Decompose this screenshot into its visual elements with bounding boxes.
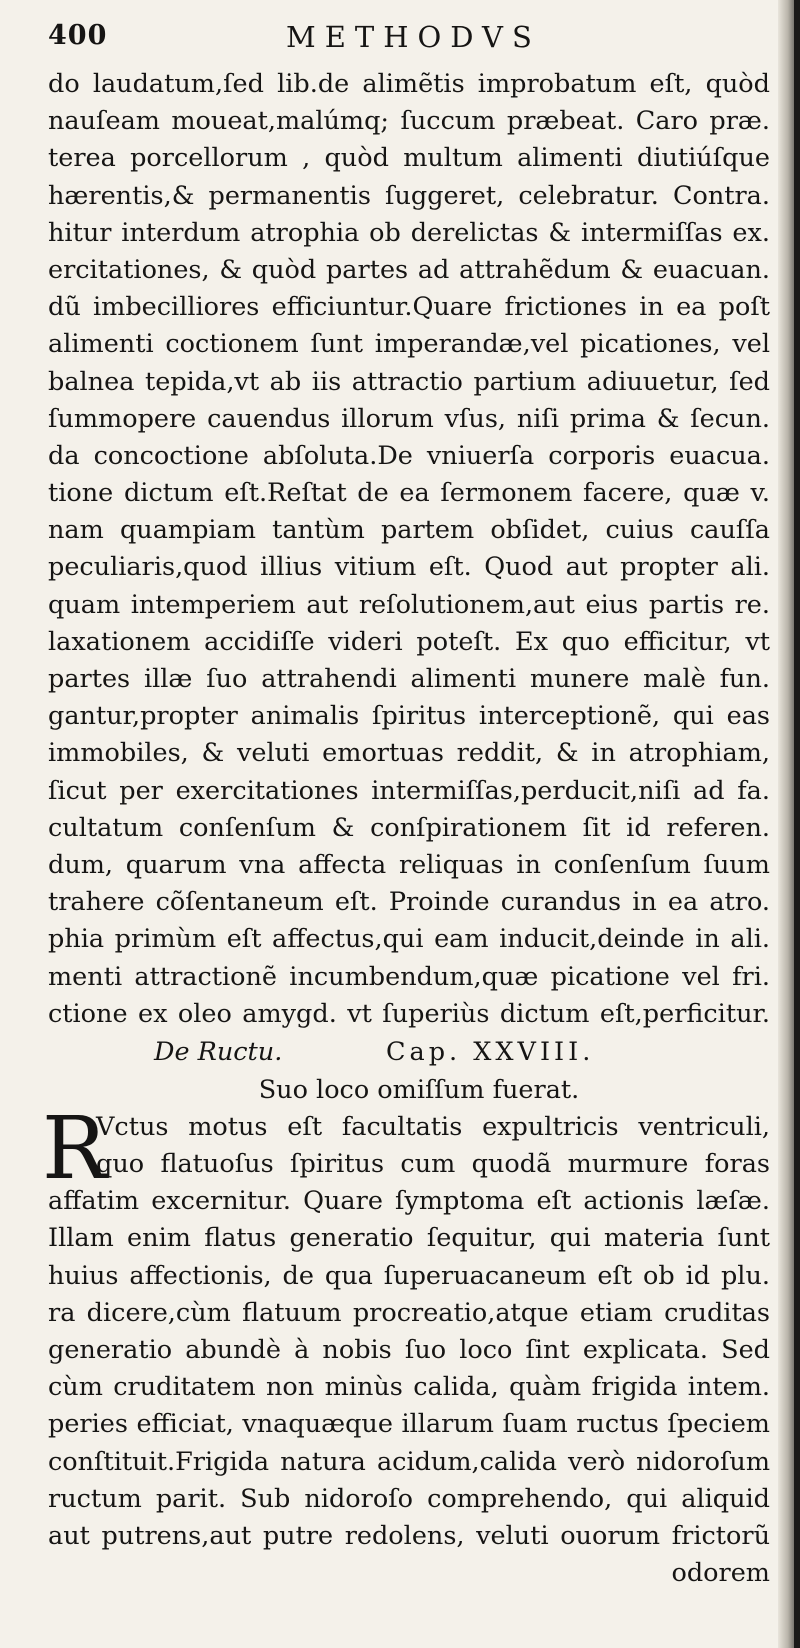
page-edge xyxy=(794,0,800,1648)
text-line: ſicut per exercitationes intermiſſas,perducit,niſi ad fa. xyxy=(48,775,770,806)
chapter-text xyxy=(48,1183,770,1555)
text-line: immobiles, & veluti emortuas reddit, & in atrophiam, xyxy=(48,738,770,769)
text-line: alimenti coctionem ſunt imperandæ,vel picationes, vel xyxy=(48,329,770,360)
text-line: hærentis,& permanentis ſuggeret, celebratur. Contra. xyxy=(48,180,770,211)
text-line: terea porcellorum , quòd multum alimenti diutiúſque xyxy=(48,143,770,174)
text-line: quam intemperiem aut reſolutionem,aut eius partis re. xyxy=(48,589,770,620)
text-line: ctione ex oleo amygd. vt ſuperiùs dictum eſt,perficitur. xyxy=(48,998,770,1029)
page-number: 400 xyxy=(48,20,108,51)
text-line: Vctus motus eſt facultatis expultricis ventriculi, xyxy=(96,1111,770,1142)
text-line: quo flatuoſus ſpiritus cum quodã murmure foras xyxy=(96,1149,770,1180)
text-line: da concoctione abſoluta.De vniuerſa corporis euacua. xyxy=(48,440,770,471)
chapter-title: De Ructu. xyxy=(154,1036,283,1067)
text-line: trahere cõſentaneum eſt. Proinde curandus in ea atro. xyxy=(48,887,770,918)
chapter-number: Cap. XXVIII. xyxy=(386,1036,595,1067)
text-line: nam quampiam tantùm partem obſidet, cuius cauſſa xyxy=(48,515,770,546)
drop-capital: R xyxy=(42,1098,107,1199)
text-line: tione dictum eſt.Reſtat de ea ſermonem facere, quæ v. xyxy=(48,478,770,509)
text-line: huius affectionis, de qua ſuperuacaneum eſt ob id plu. xyxy=(48,1260,770,1291)
text-line: Illam enim flatus generatio ſequitur, qui materia ſunt xyxy=(48,1223,770,1254)
page-header xyxy=(48,20,770,66)
text-line: hitur interdum atrophia ob derelictas & intermiſſas ex. xyxy=(48,217,770,248)
text-line: menti attractionẽ incumbendum,quæ picatione vel fri. xyxy=(48,961,770,992)
text-line: phia primùm eſt affectus,qui eam inducit,deinde in ali. xyxy=(48,924,770,955)
text-line: conſtituit.Frigida natura acidum,calida verò nidoroſum xyxy=(48,1446,770,1477)
text-line: cultatum conſenſum & conſpirationem ſit id referen. xyxy=(48,812,770,843)
text-line: affatim excernitur. Quare ſymptoma eſt actionis læſæ. xyxy=(48,1186,770,1217)
text-line: peculiaris,quod illius vitium eſt. Quod aut propter ali. xyxy=(48,552,770,583)
chapter-opening xyxy=(42,1098,770,1199)
text-line: aut putrens,aut putre redolens, veluti ouorum frictorũ xyxy=(48,1520,770,1551)
text-line: ercitationes, & quòd partes ad attrahẽdum & euacuan. xyxy=(48,254,770,285)
text-line: dũ imbecilliores efficiuntur.Quare frictiones in ea poſt xyxy=(48,292,770,323)
chapter-heading xyxy=(48,1033,770,1071)
body-text xyxy=(48,66,770,1033)
text-line: nauſeam moueat,malúmq; ſuccum præbeat. Caro præ. xyxy=(48,106,770,137)
text-line: peries efficiat, vnaquæque illarum ſuam ructus ſpeciem xyxy=(48,1409,770,1440)
text-line: laxationem accidiſſe videri poteſt. Ex quo efficitur, vt xyxy=(48,626,770,657)
text-line: ructum parit. Sub nidoroſo comprehendo, qui aliquid xyxy=(48,1483,770,1514)
running-head: METHODVS xyxy=(286,20,541,54)
text-line: do laudatum,ſed lib.de alimẽtis improbatum eſt, quòd xyxy=(48,69,770,99)
text-line: ſummopere cauendus illorum vſus, niſi prima & ſecun. xyxy=(48,403,770,434)
text-line: balnea tepida,vt ab iis attractio partium adiuuetur, ſed xyxy=(48,366,770,397)
catchword: odorem xyxy=(671,1558,770,1589)
text-line: gantur,propter animalis ſpiritus interceptionẽ, qui eas xyxy=(48,701,770,732)
text-line: cùm cruditatem non minùs calida, quàm frigida intem. xyxy=(48,1372,770,1403)
chapter-note: Suo loco omiſſum fuerat. xyxy=(258,1074,580,1105)
text-line: dum, quarum vna affecta reliquas in conſenſum ſuum xyxy=(48,849,770,880)
text-line: generatio abundè à nobis ſuo loco ſint explicata. Sed xyxy=(48,1335,770,1365)
text-block xyxy=(42,20,770,1592)
text-line: partes illæ ſuo attrahendi alimenti munere malè fun. xyxy=(48,664,770,694)
text-line: ra dicere,cùm flatuum procreatio,atque etiam cruditas xyxy=(48,1297,770,1328)
